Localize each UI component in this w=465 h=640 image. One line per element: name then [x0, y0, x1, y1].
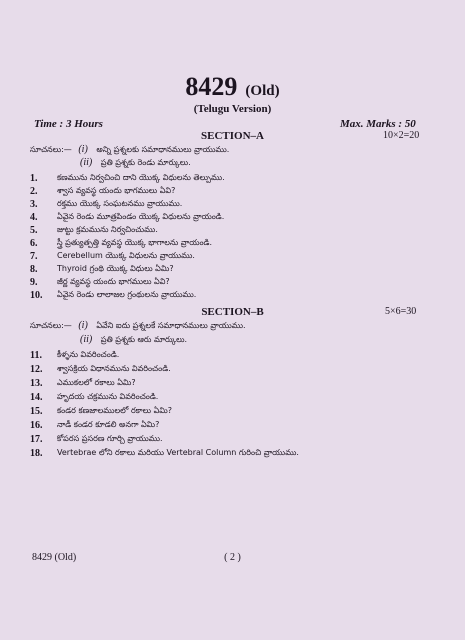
question-text: జుట్టు క్రమమును నిర్వచించుము.: [57, 225, 158, 234]
paper-code: [0, 72, 465, 102]
section-a-marks: 10×2=20: [383, 130, 420, 141]
question-text: జీర్ణ వ్యవస్థ యందు భాగములు ఏవి?: [57, 277, 170, 286]
note-text: ప్రతి ప్రశ్నకు రెండు మార్కులు.: [100, 158, 191, 167]
version-label: (Telugu Version): [193, 103, 272, 115]
question-text: శ్వాస వ్యవస్థ యందు భాగములు ఏవి?: [57, 186, 176, 195]
section-a-note-2: [76, 157, 191, 169]
question-text: Cerebellum యొక్క విధులను వ్రాయుము.: [57, 251, 195, 260]
paper-code-suffix: (Old): [245, 83, 280, 99]
question-number: 15.: [30, 406, 43, 417]
question-number: 16.: [30, 420, 43, 431]
section-a-title: SECTION–A: [201, 130, 264, 142]
note-text: ఏవేని ఐదు ప్రశ్నలకే సమాధానములు వ్రాయుము.: [96, 321, 246, 330]
question-text: ఏవైన రెండు మూత్రపిండం యొక్క విధులను వ్రాయండి.: [57, 212, 225, 221]
note-text: అన్ని ప్రశ్నలకు సమాధానములు వ్రాయుము.: [96, 145, 230, 154]
note-roman: (i): [78, 144, 88, 155]
question-text: కండర కణజాలములలో రకాలు ఏమి?: [57, 406, 173, 415]
question-number: 13.: [30, 378, 43, 389]
question-number: 5.: [30, 225, 38, 236]
note-roman: (ii): [80, 334, 93, 345]
question-text: కీళ్ళను వివరించండి.: [57, 350, 120, 359]
question-number: 7.: [30, 251, 38, 262]
page-number: ( 2 ): [224, 552, 241, 563]
section-b-marks: 5×6=30: [385, 306, 417, 317]
question-text: శ్వాసక్రియ విధానమును వివరించండి.: [57, 364, 171, 373]
question-number: 3.: [30, 199, 38, 210]
question-text: రక్తము యొక్క సంఘటనము వ్రాయుము.: [57, 199, 183, 208]
section-a-note-label: సూచనలు:—: [30, 145, 72, 154]
question-text: Thyroid గ్రంథి యొక్క విధులు ఏమి?: [57, 264, 174, 273]
section-b-note-2: [76, 334, 187, 346]
question-text: నాడీ కండర కూడలి అనగా ఏమి?: [57, 420, 160, 429]
question-text: హృదయ చక్రమును వివరించండి.: [57, 392, 159, 401]
section-b-note-1: [30, 320, 246, 332]
question-number: 8.: [30, 264, 38, 275]
question-number: 12.: [30, 364, 43, 375]
note-roman: (ii): [80, 157, 93, 168]
question-number: 9.: [30, 277, 38, 288]
paper-code-number: 8429: [185, 72, 238, 101]
question-text: Vertebrae లోని రకాలు మరియు Vertebral Column గురించి వ్రాయుము.: [57, 448, 299, 457]
question-number: 11.: [30, 350, 42, 361]
question-number: 1.: [30, 173, 38, 184]
question-number: 2.: [30, 186, 38, 197]
question-text: ఎముకలలో రకాలు ఏమి?: [57, 378, 136, 387]
time-label: Time : 3 Hours: [34, 118, 103, 130]
question-text: కణమును నిర్వచించి దాని యొక్క విధులను తెల్పుము.: [57, 173, 225, 182]
section-a-note-1: [30, 144, 229, 156]
question-number: 17.: [30, 434, 43, 445]
question-number: 6.: [30, 238, 38, 249]
footer-paper-code: 8429 (Old): [32, 552, 77, 563]
question-text: స్త్రీ ప్రత్యుత్పత్తి వ్యవస్థ యొక్క భాగాలను వ్రాయండి.: [57, 238, 213, 247]
question-number: 10.: [30, 290, 43, 301]
section-b-title: SECTION–B: [201, 306, 264, 318]
question-number: 4.: [30, 212, 38, 223]
question-text: ఏవైన రెండు లాలాజల గ్రంథులను వ్రాయుము.: [57, 290, 197, 299]
question-text: కోపరస ప్రసరణ గూర్చి వ్రాయుము.: [57, 434, 163, 443]
question-number: 18.: [30, 448, 43, 459]
note-roman: (i): [78, 320, 88, 331]
question-number: 14.: [30, 392, 43, 403]
max-marks-label: Max. Marks : 50: [340, 118, 416, 130]
section-b-note-label: సూచనలు:—: [30, 321, 72, 330]
note-text: ప్రతి ప్రశ్నకు ఆరు మార్కులు.: [100, 335, 188, 344]
